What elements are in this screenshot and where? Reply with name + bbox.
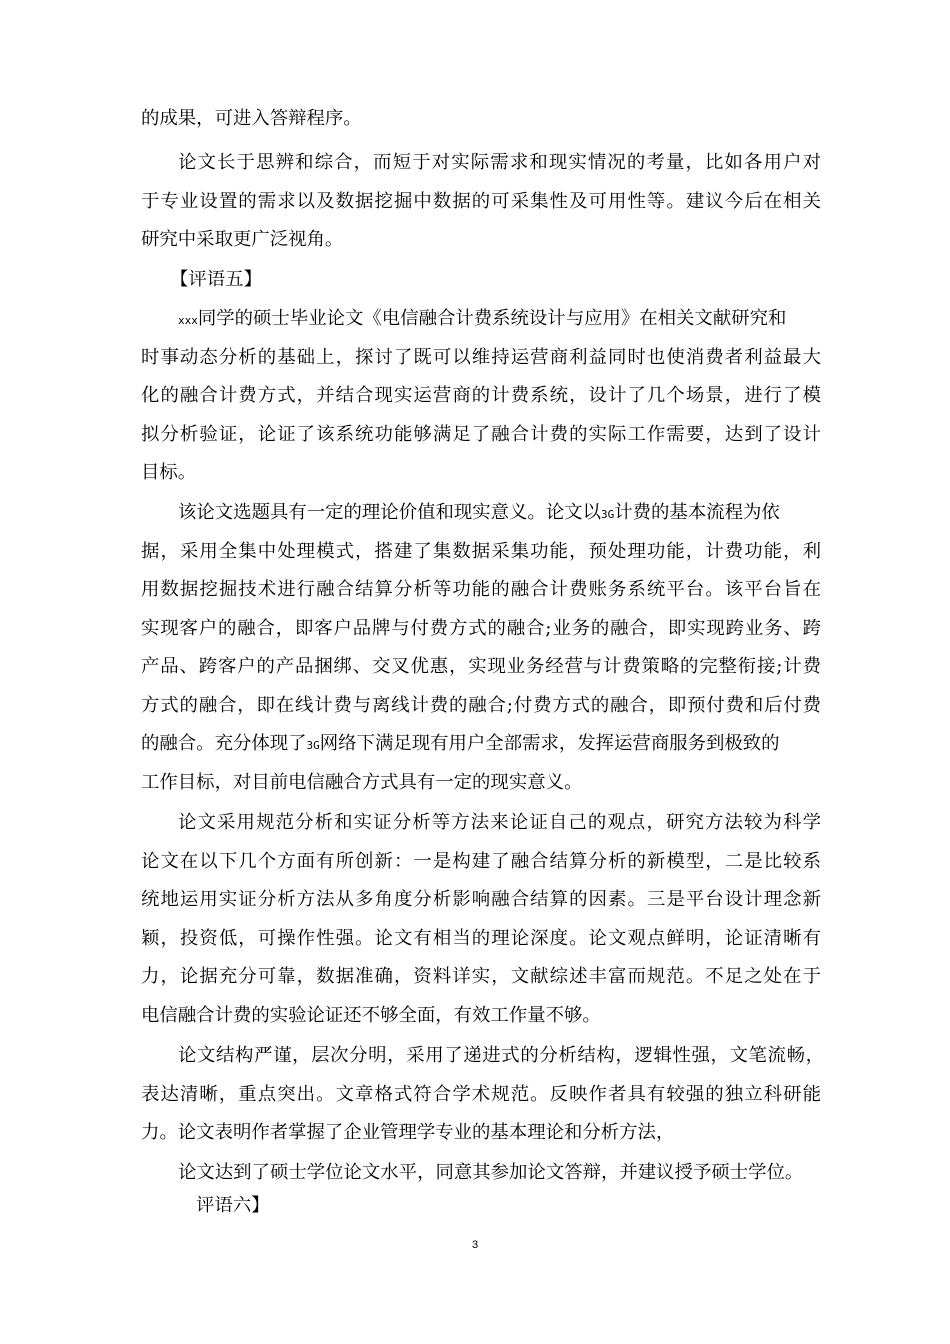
text-line: 论文长于思辨和综合，而短于对实际需求和现实情况的考量，比如各用户对 xyxy=(178,152,821,173)
text-line: 论文结构严谨，层次分明，采用了递进式的分析结构，逻辑性强，文笔流畅， xyxy=(178,1045,824,1066)
text-line: 表达清晰，重点突出。文章格式符合学术规范。反映作者具有较强的独立科研能 xyxy=(141,1084,821,1105)
text-line: 的成果，可进入答辩程序。 xyxy=(141,108,362,129)
text-fragment: 的融合。充分体现了 xyxy=(141,733,307,754)
text-line: 力，论据充分可靠，数据准确，资料详实，文献综述丰富而规范。不足之处在于 xyxy=(141,966,821,987)
text-line: 颖，投资低，可操作性强。论文有相当的理论深度。论文观点鲜明，论证清晰有 xyxy=(141,928,821,949)
term-3g: 3G xyxy=(306,739,320,752)
text-line: 用数据挖掘技术进行融合结算分析等功能的融合计费账务系统平台。该平台旨在 xyxy=(141,579,821,600)
text-line: 论文采用规范分析和实证分析等方法来论证自己的观点，研究方法较为科学 xyxy=(178,812,821,833)
term-3g: 3G xyxy=(601,508,615,521)
text-line: 拟分析验证，论证了该系统功能够满足了融合计费的实际工作需要，达到了设计 xyxy=(141,424,821,445)
text-line: 统地运用实证分析方法从多角度分析影响融合结算的因素。三是平台设计理念新 xyxy=(141,889,821,910)
section-heading: 评语六】 xyxy=(196,1195,270,1216)
text-line: 论文达到了硕士学位论文水平，同意其参加论文答辩，并建议授予硕士学位。 xyxy=(178,1162,804,1183)
text-line: 实现客户的融合，即客户品牌与付费方式的融合;业务的融合，即实现跨业务、跨 xyxy=(141,618,821,639)
placeholder-name: xxx xyxy=(178,314,198,327)
text-line: 力。论文表明作者掌握了企业管理学专业的基本理论和分析方法， xyxy=(141,1122,675,1143)
text-line: 化的融合计费方式，并结合现实运营商的计费系统，设计了几个场景，进行了模 xyxy=(141,385,821,406)
text-line xyxy=(178,495,821,531)
text-fragment: 计费的基本流程为依 xyxy=(614,502,780,523)
text-line: 据，采用全集中处理模式，搭建了集数据采集功能，预处理功能，计费功能，利 xyxy=(141,541,821,562)
text-line: 论文在以下几个方面有所创新：一是构建了融合结算分析的新模型，二是比较系 xyxy=(141,851,821,872)
section-heading: 【评语五】 xyxy=(170,269,262,290)
text-line xyxy=(141,726,821,762)
text-line: 目标。 xyxy=(141,462,197,483)
page-number: 3 xyxy=(471,1239,479,1251)
text-line: 于专业设置的需求以及数据挖掘中数据的可采集性及可用性等。建议今后在相关 xyxy=(141,191,821,212)
text-line: 方式的融合，即在线计费与离线计费的融合;付费方式的融合，即预付费和后付费 xyxy=(141,695,821,716)
text-fragment: 该论文选题具有一定的理论价值和现实意义。论文以 xyxy=(178,502,601,523)
text-line: 电信融合计费的实验论证还不够全面，有效工作量不够。 xyxy=(141,1005,601,1026)
text-fragment: 同学的硕士毕业论文《电信融合计费系统设计与应用》在相关文献研究和 xyxy=(197,308,787,329)
text-fragment: 网络下满足现有用户全部需求，发挥运营商服务到极致的 xyxy=(319,733,780,754)
text-line: 时事动态分析的基础上，探讨了既可以维持运营商利益同时也使消费者利益最大 xyxy=(141,347,821,368)
text-line: 产品、跨客户的产品捆绑、交叉优惠，实现业务经营与计费策略的完整衔接;计费 xyxy=(141,656,821,677)
text-line: 工作目标，对目前电信融合方式具有一定的现实意义。 xyxy=(141,772,583,793)
text-line xyxy=(178,301,821,337)
text-line: 研究中采取更广泛视角。 xyxy=(141,229,344,250)
